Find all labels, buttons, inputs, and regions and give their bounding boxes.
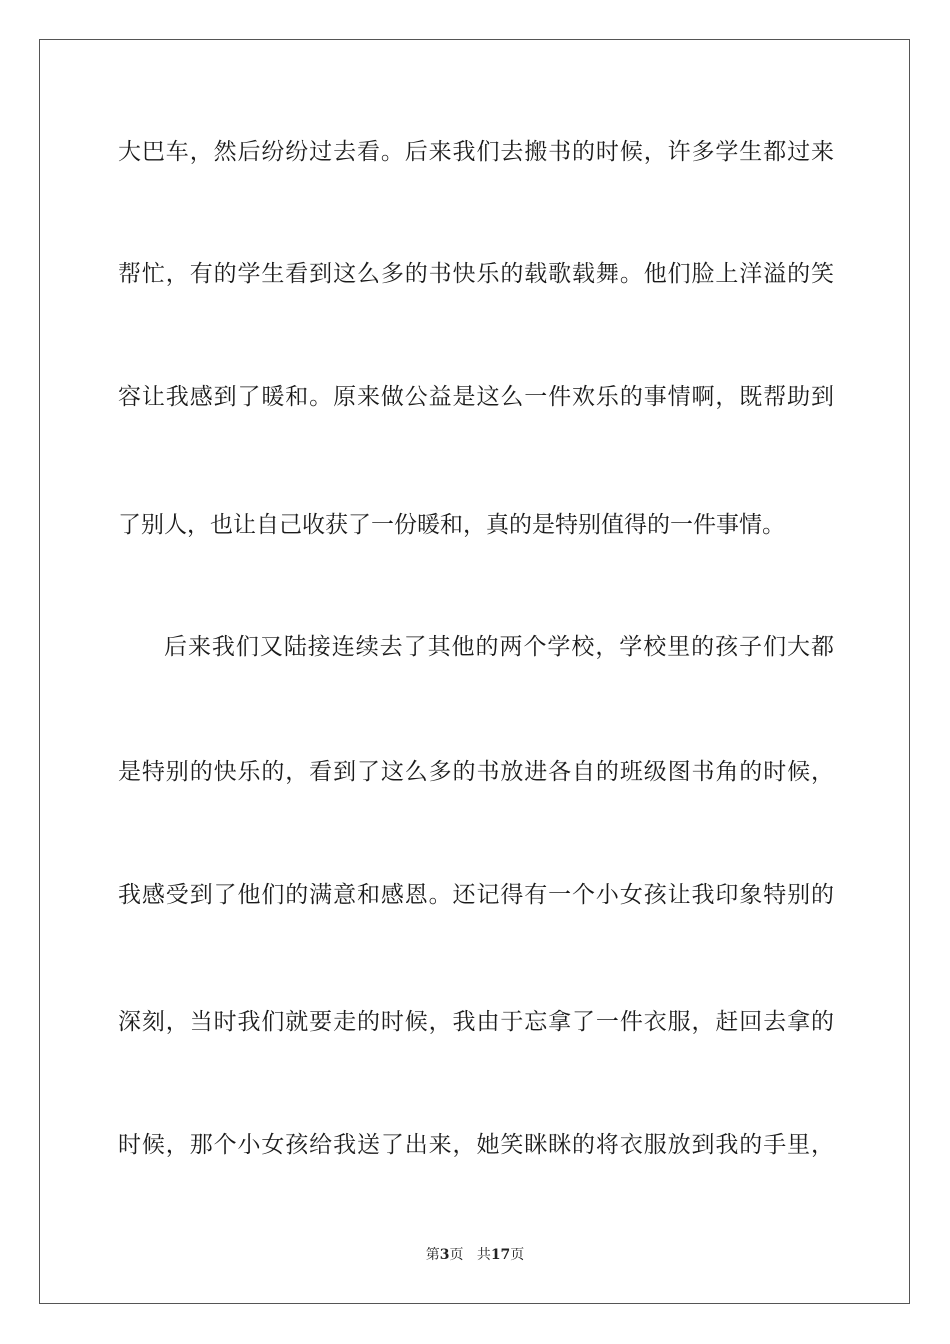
text-line-1: 大巴车，然后纷纷过去看。后来我们去搬书的时候，许多学生都过来: [118, 139, 834, 165]
page-prefix: 第: [425, 1247, 440, 1263]
text-line-3: 容让我感到了暖和。原来做公益是这么一件欢乐的事情啊，既帮助到: [118, 384, 834, 410]
text-line-8: 深刻，当时我们就要走的时候，我由于忘拿了一件衣服，赶回去拿的: [118, 1009, 834, 1035]
text-line-7: 我感受到了他们的满意和感恩。还记得有一个小女孩让我印象特别的: [118, 882, 834, 908]
total-pages: 17: [490, 1247, 511, 1263]
text-line-4: 了别人，也让自己收获了一份暖和，真的是特别值得的一件事情。: [118, 512, 785, 538]
page-number: 3: [439, 1247, 450, 1263]
total-suffix: 页: [510, 1247, 525, 1263]
text-line-5: 后来我们又陆接连续去了其他的两个学校，学校里的孩子们大都: [164, 634, 834, 660]
page-border: [39, 39, 910, 1304]
page-suffix: 页: [449, 1247, 464, 1263]
text-line-2: 帮忙，有的学生看到这么多的书快乐的载歌载舞。他们脸上洋溢的笑: [118, 261, 834, 287]
page-footer: [0, 1246, 950, 1264]
total-prefix: 共: [476, 1247, 491, 1263]
text-line-9: 时候，那个小女孩给我送了出来，她笑眯眯的将衣服放到我的手里，: [118, 1132, 834, 1158]
text-line-6: 是特别的快乐的，看到了这么多的书放进各自的班级图书角的时候，: [118, 759, 834, 785]
